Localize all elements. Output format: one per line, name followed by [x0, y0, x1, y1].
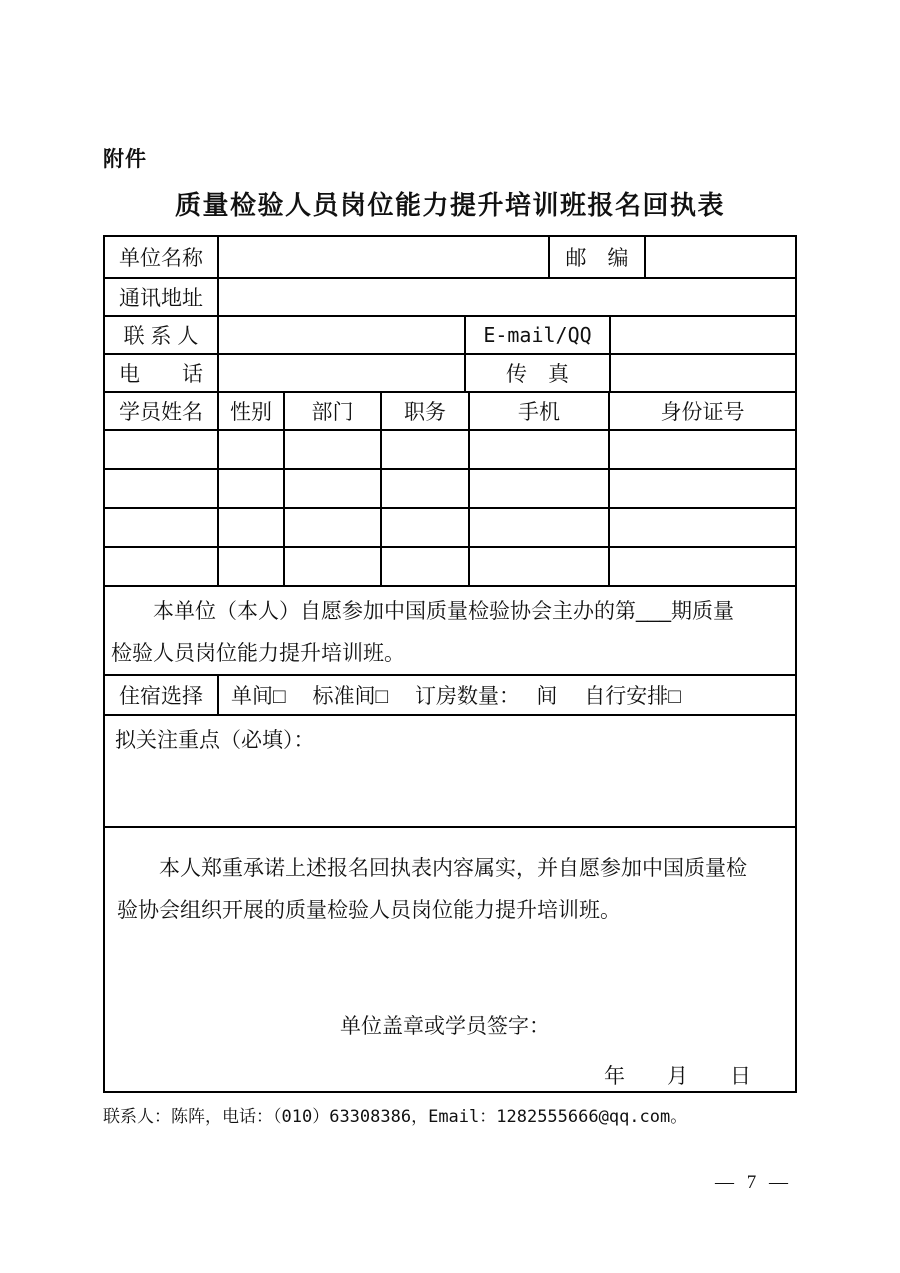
commitment-statement-line2: 验协会组织开展的质量检验人员岗位能力提升培训班。 — [117, 899, 621, 922]
student-row — [105, 431, 795, 470]
student-position-cell — [382, 431, 470, 468]
student-position-cell — [382, 548, 470, 585]
header-gender: 性别 — [219, 393, 285, 429]
student-gender-cell — [219, 548, 285, 585]
student-mobile-cell — [470, 548, 610, 585]
student-id-cell — [610, 431, 795, 468]
contact-person-label: 联 系 人 — [105, 317, 219, 353]
contact-person-field — [219, 317, 466, 353]
date-line: 年 月 日 — [604, 1065, 751, 1088]
fax-field — [611, 355, 795, 391]
student-row — [105, 509, 795, 548]
student-position-cell — [382, 509, 470, 546]
postal-code-field — [646, 237, 795, 277]
accommodation-options: 单间□ 标准间□ 订房数量： 间 自行安排□ — [231, 685, 681, 708]
student-name-cell — [105, 548, 219, 585]
students-header-row — [105, 393, 795, 431]
focus-row — [105, 716, 795, 828]
commitment-cell — [105, 828, 795, 1091]
page-number: — 7 — — [715, 1172, 792, 1193]
unit-name-label: 单位名称 — [105, 237, 219, 277]
student-id-cell — [610, 509, 795, 546]
address-label: 通讯地址 — [105, 279, 219, 315]
header-department: 部门 — [285, 393, 382, 429]
student-gender-cell — [219, 509, 285, 546]
student-name-cell — [105, 509, 219, 546]
student-department-cell — [285, 509, 382, 546]
unit-name-field — [219, 237, 550, 277]
student-department-cell — [285, 470, 382, 507]
student-id-cell — [610, 470, 795, 507]
accommodation-label: 住宿选择 — [105, 676, 219, 714]
student-name-cell — [105, 431, 219, 468]
focus-label: 拟关注重点（必填）： — [115, 729, 315, 752]
signature-label: 单位盖章或学员签字： — [340, 1015, 550, 1038]
student-gender-cell — [219, 431, 285, 468]
email-qq-field — [611, 317, 795, 353]
student-mobile-cell — [470, 431, 610, 468]
commitment-statement — [105, 828, 795, 932]
registration-form-table — [103, 235, 797, 1093]
phone-label: 电 话 — [105, 355, 219, 391]
participation-statement-line1: 本单位（本人）自愿参加中国质量检验协会主办的第___期质量 — [153, 600, 735, 623]
student-position-cell — [382, 470, 470, 507]
row-address — [105, 279, 795, 317]
participation-statement-row — [105, 587, 795, 676]
header-id-number: 身份证号 — [660, 401, 745, 424]
attachment-label: 附件 — [103, 148, 147, 171]
header-student-name: 学员姓名 — [105, 393, 219, 429]
student-gender-cell — [219, 470, 285, 507]
commitment-statement-line1: 本人郑重承诺上述报名回执表内容属实，并自愿参加中国质量检 — [159, 857, 747, 880]
accommodation-row — [105, 676, 795, 716]
student-department-cell — [285, 548, 382, 585]
student-name-cell — [105, 470, 219, 507]
address-field — [219, 279, 795, 315]
footer-contact: 联系人：陈阵，电话：（010）63308386，Email：1282555666@qq.com。 — [103, 1107, 688, 1127]
row-phone — [105, 355, 795, 393]
header-mobile: 手机 — [470, 393, 610, 429]
fax-label: 传 真 — [466, 355, 611, 391]
commitment-row — [105, 828, 795, 1091]
phone-field — [219, 355, 466, 391]
student-id-cell — [610, 548, 795, 585]
participation-statement-line2: 检验人员岗位能力提升培训班。 — [111, 642, 405, 665]
participation-statement — [105, 587, 795, 674]
student-department-cell — [285, 431, 382, 468]
student-row — [105, 470, 795, 509]
row-unit-name — [105, 237, 795, 279]
student-row — [105, 548, 795, 587]
email-qq-label: E-mail/QQ — [466, 317, 611, 353]
page-title: 质量检验人员岗位能力提升培训班报名回执表 — [174, 190, 725, 220]
student-mobile-cell — [470, 470, 610, 507]
row-contact — [105, 317, 795, 355]
student-mobile-cell — [470, 509, 610, 546]
postal-code-label: 邮 编 — [550, 237, 646, 277]
header-position: 职务 — [382, 393, 470, 429]
